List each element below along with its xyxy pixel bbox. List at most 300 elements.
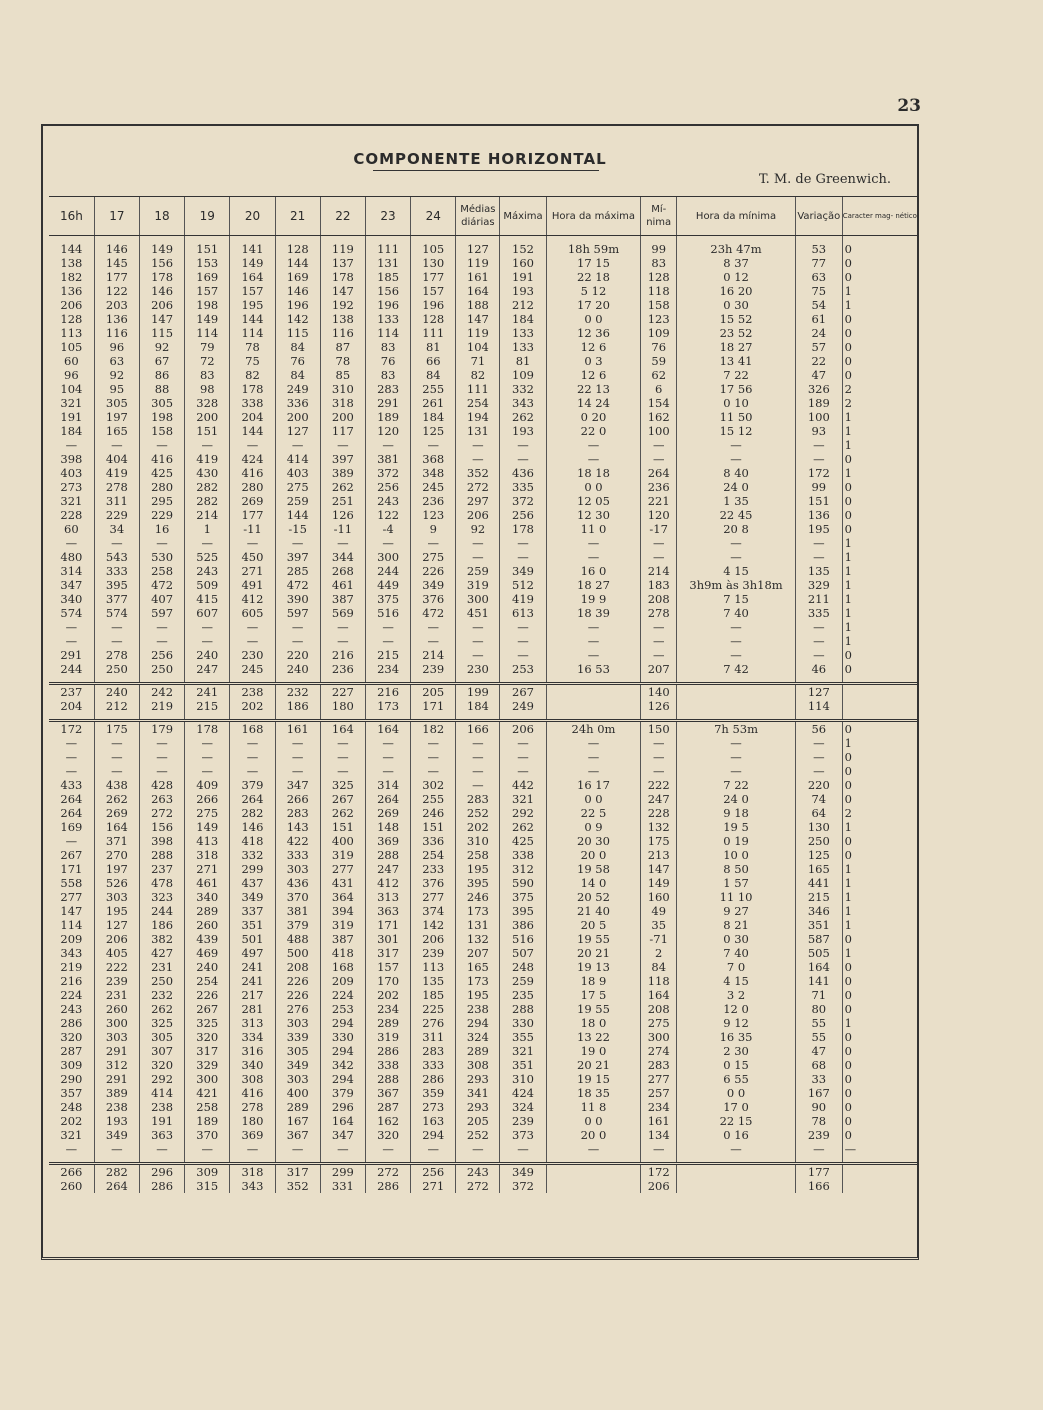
table-cell: 115: [275, 326, 320, 340]
table-cell: 7 22: [677, 778, 796, 792]
table-cell: 189: [185, 1114, 230, 1128]
table-cell: 202: [230, 699, 275, 713]
table-cell: 152: [500, 242, 546, 256]
table-cell: 18 35: [546, 1086, 641, 1100]
table-cell: 414: [275, 452, 320, 466]
table-cell: 324: [500, 1100, 546, 1114]
table-cell: 289: [365, 1016, 410, 1030]
table-cell: 84: [275, 340, 320, 354]
table-cell: 18 39: [546, 606, 641, 620]
table-cell: 7 40: [677, 606, 796, 620]
table-cell: 20 0: [546, 1128, 641, 1142]
table-cell: 224: [320, 988, 365, 1002]
spacer-cell: [546, 1156, 641, 1164]
table-cell: 151: [185, 424, 230, 438]
table-cell: 412: [365, 876, 410, 890]
table-cell: 75: [230, 354, 275, 368]
table-cell: 230: [230, 648, 275, 662]
table-cell: —: [795, 750, 842, 764]
table-cell: 309: [185, 1164, 230, 1180]
table-cell: 202: [365, 988, 410, 1002]
table-cell: 99: [641, 242, 677, 256]
table-cell: 231: [139, 960, 184, 974]
table-cell: 184: [500, 312, 546, 326]
table-cell: 247: [185, 662, 230, 676]
table-cell: 369: [365, 834, 410, 848]
table-cell: 433: [60, 778, 83, 792]
table-cell: 262: [320, 806, 365, 820]
table-cell: 1: [842, 862, 917, 876]
table-cell: 128: [641, 270, 677, 284]
table-cell: 114: [795, 699, 842, 713]
spacer-cell: [139, 676, 184, 684]
table-cell: 0: [842, 452, 917, 466]
table-cell: 19 13: [546, 960, 641, 974]
table-cell: 164: [94, 820, 139, 834]
table-cell: 404: [94, 452, 139, 466]
table-cell: 11 0: [546, 522, 641, 536]
table-cell: —: [139, 1142, 184, 1156]
table-cell: 338: [230, 396, 275, 410]
table-cell: —: [139, 536, 184, 550]
table-cell: 250: [139, 662, 184, 676]
table-cell: 234: [641, 1100, 677, 1114]
table-cell: —: [139, 438, 184, 452]
table-cell: —: [65, 634, 78, 648]
table-cell: 19 58: [546, 862, 641, 876]
table-cell: —: [795, 634, 842, 648]
table-cell: 47: [795, 1044, 842, 1058]
column-header: Hora da mínima: [677, 197, 796, 236]
table-cell: 436: [275, 876, 320, 890]
table-cell: 349: [500, 1164, 546, 1180]
table-cell: 109: [500, 368, 546, 382]
table-cell: 317: [275, 1164, 320, 1180]
table-cell: —: [65, 438, 78, 452]
table-cell: 226: [275, 988, 320, 1002]
table-cell: 347: [320, 1128, 365, 1142]
table-cell: 449: [365, 578, 410, 592]
table-cell: 267: [185, 1002, 230, 1016]
table-cell: 192: [320, 298, 365, 312]
table-cell: 395: [500, 904, 546, 918]
table-cell: —: [795, 648, 842, 662]
table-cell: 387: [320, 592, 365, 606]
table-cell: 165: [94, 424, 139, 438]
table-cell: 525: [185, 550, 230, 564]
table-cell: -71: [641, 932, 677, 946]
table-cell: 368: [411, 452, 456, 466]
spacer-cell: [320, 713, 365, 721]
table-cell: 92: [94, 368, 139, 382]
table-cell: 321: [500, 792, 546, 806]
table-cell: 249: [275, 382, 320, 396]
table-cell: 147: [320, 284, 365, 298]
table-cell: 19 0: [546, 1044, 641, 1058]
table-cell: 258: [139, 564, 184, 578]
table-cell: 55: [795, 1030, 842, 1044]
table-cell: 208: [275, 960, 320, 974]
table-row: [49, 578, 917, 592]
table-cell: 13 22: [546, 1030, 641, 1044]
table-cell: 292: [500, 806, 546, 820]
table-cell: 24 0: [677, 480, 796, 494]
table-cell: 282: [230, 806, 275, 820]
table-row: [49, 904, 917, 918]
table-cell: 300: [641, 1030, 677, 1044]
table-cell: 512: [500, 578, 546, 592]
table-cell: —: [411, 1142, 456, 1156]
table-cell: 2: [842, 382, 917, 396]
table-cell: 278: [94, 480, 139, 494]
table-cell: —: [230, 634, 275, 648]
table-cell: 202: [60, 1114, 83, 1128]
table-cell: 243: [456, 1164, 500, 1180]
column-header: Caracter mag- nético: [842, 197, 917, 236]
table-cell: [677, 1164, 796, 1180]
table-cell: 4 15: [677, 974, 796, 988]
table-cell: 271: [230, 564, 275, 578]
table-cell: 288: [139, 848, 184, 862]
table-cell: —: [546, 648, 641, 662]
table-cell: 243: [60, 1002, 83, 1016]
table-cell: 207: [456, 946, 500, 960]
table-cell: 275: [275, 480, 320, 494]
table-cell: 419: [94, 466, 139, 480]
table-cell: 283: [456, 792, 500, 806]
table-cell: 267: [320, 792, 365, 806]
table-cell: 22 0: [546, 424, 641, 438]
table-cell: 301: [365, 932, 410, 946]
spacer-row: [49, 1156, 917, 1164]
table-cell: 239: [411, 662, 456, 676]
table-row: [49, 508, 917, 522]
table-row: [49, 368, 917, 382]
table-cell: 47: [795, 368, 842, 382]
table-cell: —: [139, 634, 184, 648]
table-cell: 164: [641, 988, 677, 1002]
table-cell: 359: [411, 1086, 456, 1100]
table-cell: 264: [365, 792, 410, 806]
table-cell: 332: [500, 382, 546, 396]
table-row: [49, 522, 917, 536]
table-cell: 119: [320, 242, 365, 256]
table-cell: —: [411, 438, 456, 452]
spacer-cell: [641, 713, 677, 721]
table-cell: 232: [275, 684, 320, 700]
table-cell: 338: [365, 1058, 410, 1072]
table-cell: 208: [641, 592, 677, 606]
table-cell: 344: [320, 550, 365, 564]
table-cell: 229: [139, 508, 184, 522]
table-cell: 0: [842, 480, 917, 494]
table-cell: 226: [185, 988, 230, 1002]
table-cell: 23h 47m: [677, 242, 796, 256]
table-cell: 288: [365, 848, 410, 862]
table-cell: 400: [275, 1086, 320, 1100]
table-cell: 164: [320, 721, 365, 737]
table-cell: 407: [139, 592, 184, 606]
spacer-cell: [456, 713, 500, 721]
table-cell: 63: [94, 354, 139, 368]
table-cell: 151: [320, 820, 365, 834]
table-row: [49, 862, 917, 876]
table-cell: 171: [411, 699, 456, 713]
table-cell: 302: [411, 778, 456, 792]
table-cell: 54: [795, 298, 842, 312]
table-cell: 127: [94, 918, 139, 932]
table-cell: 414: [139, 1086, 184, 1100]
table-cell: 394: [320, 904, 365, 918]
table-cell: 149: [185, 820, 230, 834]
table-cell: —: [411, 620, 456, 634]
table-cell: 296: [320, 1100, 365, 1114]
header-row: [49, 197, 917, 236]
table-cell: 381: [365, 452, 410, 466]
spacer-cell: [456, 676, 500, 684]
table-cell: 136: [795, 508, 842, 522]
table-cell: 116: [94, 326, 139, 340]
table-cell: —: [641, 634, 677, 648]
table-cell: —: [677, 452, 796, 466]
table-cell: 161: [641, 1114, 677, 1128]
table-cell: 184: [411, 410, 456, 424]
summary-row: [49, 1164, 917, 1180]
table-cell: 0: [842, 1086, 917, 1100]
table-cell: 395: [94, 578, 139, 592]
table-cell: 20 21: [546, 1058, 641, 1072]
table-cell: 161: [275, 721, 320, 737]
table-cell: 131: [456, 918, 500, 932]
table-cell: 150: [641, 721, 677, 737]
table-cell: 146: [275, 284, 320, 298]
table-cell: 569: [320, 606, 365, 620]
table-cell: 319: [365, 1030, 410, 1044]
table-cell: 83: [365, 368, 410, 382]
table-cell: 13 41: [677, 354, 796, 368]
table-cell: 431: [320, 876, 365, 890]
table-cell: 286: [365, 1179, 410, 1193]
spacer-row: [49, 713, 917, 721]
table-cell: 422: [275, 834, 320, 848]
table-cell: 133: [500, 326, 546, 340]
spacer-cell: [94, 1156, 139, 1164]
table-cell: 0: [842, 1030, 917, 1044]
table-cell: —: [546, 536, 641, 550]
table-cell: 118: [641, 974, 677, 988]
table-cell: 153: [185, 256, 230, 270]
table-cell: 226: [411, 564, 456, 578]
table-cell: 325: [185, 1016, 230, 1030]
table-row: [49, 494, 917, 508]
spacer-cell: [795, 713, 842, 721]
table-cell: 0 30: [677, 932, 796, 946]
table-cell: 597: [139, 606, 184, 620]
table-cell: 161: [456, 270, 500, 284]
table-cell: 205: [411, 684, 456, 700]
table-cell: 83: [185, 368, 230, 382]
table-frame: [41, 124, 919, 1260]
table-cell: 236: [411, 494, 456, 508]
table-cell: 169: [275, 270, 320, 284]
table-cell: 0: [842, 778, 917, 792]
table-cell: 305: [275, 1044, 320, 1058]
table-cell: 289: [456, 1044, 500, 1058]
table-cell: —: [546, 736, 641, 750]
table-cell: 390: [275, 592, 320, 606]
table-cell: 295: [139, 494, 184, 508]
table-cell: 247: [641, 792, 677, 806]
table-cell: 260: [185, 918, 230, 932]
table-cell: 231: [94, 988, 139, 1002]
table-cell: 18h 59m: [546, 242, 641, 256]
table-row: [49, 988, 917, 1002]
table-cell: 355: [500, 1030, 546, 1044]
table-cell: —: [365, 620, 410, 634]
table-cell: 82: [456, 368, 500, 382]
table-cell: 0: [842, 312, 917, 326]
table-cell: 267: [500, 684, 546, 700]
table-cell: 1 57: [677, 876, 796, 890]
table-cell: 78: [230, 340, 275, 354]
table-cell: 409: [185, 778, 230, 792]
table-cell: 7h 53m: [677, 721, 796, 737]
table-cell: 526: [94, 876, 139, 890]
table-cell: 209: [60, 932, 83, 946]
spacer-cell: [49, 676, 94, 684]
spacer-cell: [275, 1156, 320, 1164]
table-cell: 328: [185, 396, 230, 410]
table-cell: 283: [411, 1044, 456, 1058]
table-cell: 319: [320, 918, 365, 932]
table-cell: —: [546, 438, 641, 452]
table-cell: 241: [230, 960, 275, 974]
table-cell: 254: [411, 848, 456, 862]
table-cell: 300: [94, 1016, 139, 1030]
table-cell: 215: [365, 648, 410, 662]
table-cell: 256: [500, 508, 546, 522]
table-cell: 270: [94, 848, 139, 862]
table-cell: 243: [185, 564, 230, 578]
spacer-cell: [185, 713, 230, 721]
table-cell: 79: [185, 340, 230, 354]
table-cell: 2: [842, 806, 917, 820]
table-cell: 340: [60, 592, 83, 606]
table-cell: —: [677, 648, 796, 662]
table-cell: 196: [411, 298, 456, 312]
table-cell: 310: [320, 382, 365, 396]
table-cell: 149: [641, 876, 677, 890]
table-cell: 349: [275, 1058, 320, 1072]
table-cell: 312: [94, 1058, 139, 1072]
table-cell: 127: [275, 424, 320, 438]
table-cell: 415: [185, 592, 230, 606]
table-cell: 0: [842, 848, 917, 862]
table-cell: -17: [641, 522, 677, 536]
table-cell: 202: [456, 820, 500, 834]
table-cell: —: [411, 764, 456, 778]
table-cell: 412: [230, 592, 275, 606]
table-cell: 134: [641, 1128, 677, 1142]
table-cell: 491: [230, 578, 275, 592]
table-cell: 363: [139, 1128, 184, 1142]
table-cell: 10 0: [677, 848, 796, 862]
table-cell: 244: [365, 564, 410, 578]
table-cell: 164: [456, 284, 500, 298]
table-cell: 109: [641, 326, 677, 340]
table-cell: 256: [411, 1164, 456, 1180]
table-row: [49, 946, 917, 960]
table-cell: 133: [365, 312, 410, 326]
table-cell: 292: [139, 1072, 184, 1086]
table-cell: 186: [139, 918, 184, 932]
table-title: COMPONENTE HORIZONTAL: [353, 150, 607, 168]
table-cell: 185: [365, 270, 410, 284]
table-cell: 221: [641, 494, 677, 508]
table-cell: 0: [842, 1072, 917, 1086]
table-cell: 7 0: [677, 960, 796, 974]
table-cell: 397: [320, 452, 365, 466]
table-cell: 74: [795, 792, 842, 806]
table-cell: 203: [94, 298, 139, 312]
table-cell: 0 16: [677, 1128, 796, 1142]
table-cell: 158: [139, 424, 184, 438]
table-cell: [842, 1164, 917, 1180]
spacer-cell: [500, 1156, 546, 1164]
table-cell: 418: [230, 834, 275, 848]
table-cell: —: [500, 1142, 546, 1156]
table-cell: —: [546, 764, 641, 778]
table-cell: 254: [185, 974, 230, 988]
table-cell: 20 8: [677, 522, 796, 536]
table-cell: 285: [275, 564, 320, 578]
table-cell: 273: [60, 480, 83, 494]
table-cell: —: [500, 736, 546, 750]
table-cell: 379: [275, 918, 320, 932]
table-cell: —: [795, 536, 842, 550]
table-cell: —: [139, 750, 184, 764]
table-cell: 235: [500, 988, 546, 1002]
table-cell: 71: [456, 354, 500, 368]
table-cell: 1: [842, 606, 917, 620]
table-cell: 186: [275, 699, 320, 713]
table-cell: 289: [275, 1100, 320, 1114]
table-cell: 262: [320, 480, 365, 494]
table-cell: 351: [230, 918, 275, 932]
table-cell: 307: [139, 1044, 184, 1058]
table-cell: 80: [795, 1002, 842, 1016]
table-cell: 413: [185, 834, 230, 848]
table-cell: 160: [641, 890, 677, 904]
table-cell: 200: [185, 410, 230, 424]
table-cell: 0: [842, 340, 917, 354]
table-cell: 488: [275, 932, 320, 946]
table-cell: 0: [842, 1058, 917, 1072]
table-cell: —: [139, 620, 184, 634]
spacer-cell: [546, 676, 641, 684]
table-cell: 76: [365, 354, 410, 368]
table-cell: 215: [185, 699, 230, 713]
table-cell: 99: [795, 480, 842, 494]
table-cell: 273: [411, 1100, 456, 1114]
table-cell: 239: [500, 1114, 546, 1128]
table-cell: 7 15: [677, 592, 796, 606]
table-cell: 0: [842, 368, 917, 382]
table-cell: 416: [230, 1086, 275, 1100]
spacer-cell: [139, 713, 184, 721]
table-cell: 294: [320, 1016, 365, 1030]
table-cell: 308: [230, 1072, 275, 1086]
